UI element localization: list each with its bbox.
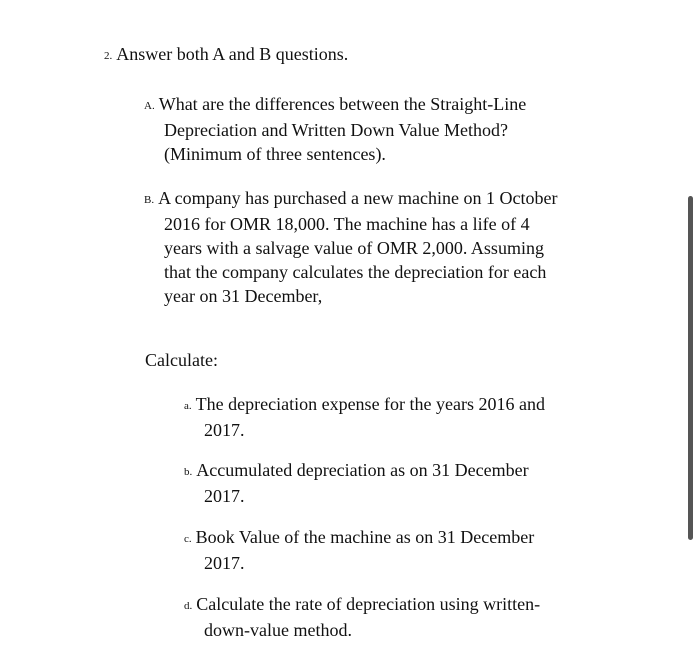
sub-item-b-line-2: 2017.	[204, 486, 245, 506]
question-number: 2.	[104, 50, 113, 62]
sub-item-d	[184, 592, 540, 642]
calculate-label: Calculate:	[145, 350, 218, 370]
sub-item-c-marker: c.	[184, 533, 192, 545]
vertical-scrollbar[interactable]	[688, 196, 693, 540]
sub-item-a-line-2: 2017.	[204, 420, 245, 440]
sub-item-b	[184, 458, 529, 508]
part-b-line-1: A company has purchased a new machine on 1 October	[158, 188, 558, 208]
sub-item-d-line-1: Calculate the rate of depreciation using written-	[196, 594, 541, 614]
sub-item-c-line-2: 2017.	[204, 553, 245, 573]
sub-item-d-marker: d.	[184, 600, 193, 612]
sub-item-b-marker: b.	[184, 466, 193, 478]
sub-item-c	[184, 525, 534, 575]
part-a-block	[144, 92, 526, 166]
sub-item-a-line-1: The depreciation expense for the years 2016 and	[195, 394, 545, 414]
part-b-line-5: year on 31 December,	[164, 286, 323, 306]
sub-item-d-line-2: down-value method.	[204, 620, 352, 640]
part-b-marker: B.	[144, 194, 155, 206]
sub-item-a-marker: a.	[184, 400, 192, 412]
sub-item-c-line-1: Book Value of the machine as on 31 December	[195, 527, 535, 547]
part-a-line-3: (Minimum of three sentences).	[164, 144, 386, 164]
sub-item-a	[184, 392, 545, 442]
part-a-marker: A.	[144, 100, 155, 112]
part-b-line-2: 2016 for OMR 18,000. The machine has a life of 4	[164, 214, 530, 234]
part-b-line-3: years with a salvage value of OMR 2,000. Assuming	[164, 238, 544, 258]
question-title: Answer both A and B questions.	[116, 44, 349, 64]
part-a-line-1: What are the differences between the Straight-Line	[158, 94, 527, 114]
part-b-block	[144, 186, 557, 308]
part-a-line-2: Depreciation and Written Down Value Method?	[164, 120, 509, 140]
question-heading	[104, 42, 348, 68]
sub-item-b-line-1: Accumulated depreciation as on 31 December	[196, 460, 529, 480]
part-b-line-4: that the company calculates the depreciation for each	[164, 262, 547, 282]
